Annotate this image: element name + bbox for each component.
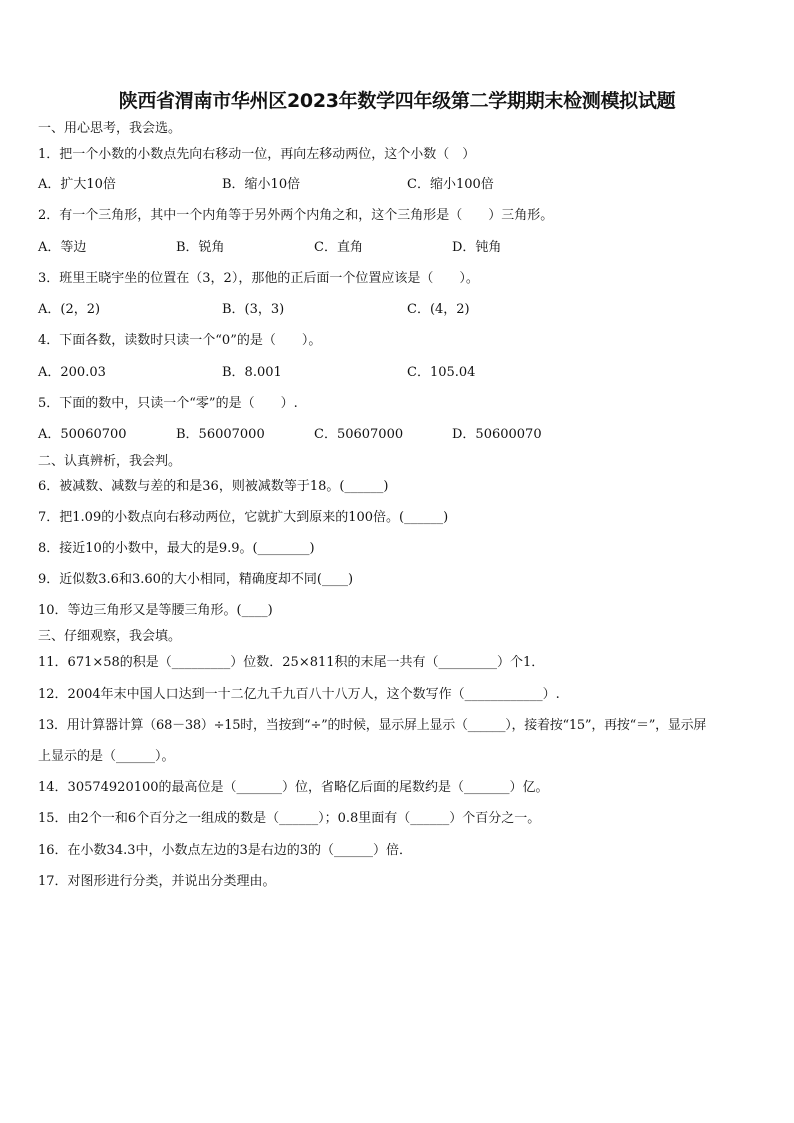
q5-option-d: D．50600070 xyxy=(452,427,542,442)
section-heading-1: 一、用心思考，我会选。 xyxy=(38,121,182,136)
q4-option-b: B．8.001 xyxy=(222,365,282,380)
question-11: 11．671×58的积是（_________）位数．25×811积的末尾一共有（_________）个1． xyxy=(38,655,545,670)
question-1: 1．把一个小数的小数点先向右移动一位，再向左移动两位，这个小数（ ） xyxy=(38,147,476,162)
question-6: 6．被减数、减数与差的和是36，则被减数等于18。(______) xyxy=(38,479,389,494)
q1-option-c: C．缩小100倍 xyxy=(407,177,494,192)
q2-option-a: A．等边 xyxy=(38,240,87,255)
q5-option-b: B．56007000 xyxy=(176,427,265,442)
question-13-continued: 上显示的是（______）。 xyxy=(38,749,175,764)
question-16: 16．在小数34.3中，小数点左边的3是右边的3的（______）倍． xyxy=(38,843,413,858)
question-17: 17．对图形进行分类，并说出分类理由。 xyxy=(38,874,276,889)
question-3: 3．班里王晓宇坐的位置在（3，2），那他的正后面一个位置应该是（ ）。 xyxy=(38,271,479,286)
question-10: 10．等边三角形又是等腰三角形。(____) xyxy=(38,603,273,618)
q4-option-a: A．200.03 xyxy=(38,365,106,380)
q1-option-a: A．扩大10倍 xyxy=(38,177,116,192)
question-12: 12．2004年末中国人口达到一十二亿九千九百八十八万人，这个数写作（____________）. xyxy=(38,687,560,702)
question-9: 9．近似数3.6和3.60的大小相同，精确度却不同(____) xyxy=(38,572,354,587)
section-heading-2: 二、认真辨析，我会判。 xyxy=(38,454,182,469)
question-7: 7．把1.09的小数点向右移动两位，它就扩大到原来的100倍。(______) xyxy=(38,510,449,525)
section-heading-3: 三、仔细观察，我会填。 xyxy=(38,629,182,644)
question-2: 2．有一个三角形，其中一个内角等于另外两个内角之和，这个三角形是（ ）三角形。 xyxy=(38,208,554,223)
q4-option-c: C．105.04 xyxy=(407,365,476,380)
question-14: 14．30574920100的最高位是（_______）位，省略亿后面的尾数约是（_______）亿。 xyxy=(38,780,549,795)
question-8: 8．接近10的小数中，最大的是9.9。(________) xyxy=(38,541,315,556)
q2-option-c: C．直角 xyxy=(314,240,363,255)
q2-option-d: D．钝角 xyxy=(452,240,502,255)
question-13: 13．用计算器计算（68－38）÷15时，当按到“÷”的时候，显示屏上显示（______），接着按“15”，再按“＝”，显示屏 xyxy=(38,718,707,733)
q1-option-b: B．缩小10倍 xyxy=(222,177,301,192)
q5-option-a: A．50060700 xyxy=(38,427,127,442)
q3-option-a: A．(2，2) xyxy=(38,302,101,317)
q2-option-b: B．锐角 xyxy=(176,240,225,255)
page-title: 陕西省渭南市华州区2023年数学四年级第二学期期末检测模拟试题 xyxy=(118,90,676,112)
question-5: 5．下面的数中，只读一个“零”的是（ ）. xyxy=(38,396,298,411)
q3-option-b: B．(3，3) xyxy=(222,302,285,317)
question-4: 4．下面各数，读数时只读一个“0”的是（ ）。 xyxy=(38,333,322,348)
q3-option-c: C．(4，2) xyxy=(407,302,470,317)
q5-option-c: C．50607000 xyxy=(314,427,404,442)
question-15: 15．由2个一和6个百分之一组成的数是（______）；0.8里面有（______）个百分之一。 xyxy=(38,811,541,826)
